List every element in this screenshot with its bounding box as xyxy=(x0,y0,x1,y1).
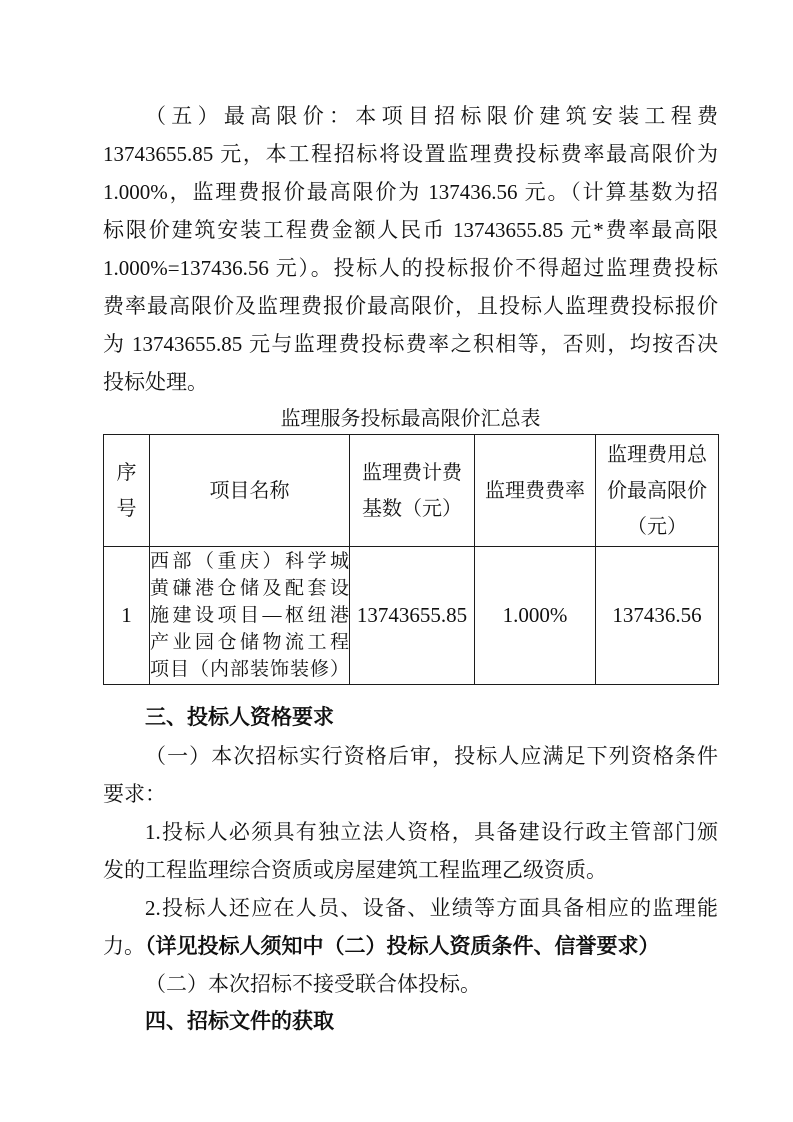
header-line: 监理费费率 xyxy=(485,479,585,502)
header-line: 项目名称 xyxy=(209,479,290,502)
paragraph-legal-person xyxy=(103,813,718,889)
cell-fee-cap: 137436.56 xyxy=(596,547,719,685)
cell-line: 黄磏港仓储及配套设 xyxy=(150,578,349,599)
header-project-name xyxy=(150,435,350,547)
cell-fee-base: 13743655.85 xyxy=(350,547,475,685)
summary-table xyxy=(103,434,719,685)
cell-line: 产业园仓储物流工程 xyxy=(150,632,349,653)
header-fee-rate xyxy=(475,435,596,547)
paragraph-max-price-cap xyxy=(103,97,718,401)
table-header-row xyxy=(104,435,719,547)
header-line: 监理费用总 xyxy=(607,443,707,466)
header-line: （元） xyxy=(627,515,687,538)
paragraph-no-consortium xyxy=(103,965,718,1003)
header-line: 基数（元） xyxy=(362,497,462,520)
header-line: 号 xyxy=(116,497,137,520)
cell-line: 施建设项目—枢纽港 xyxy=(150,605,349,626)
table-row xyxy=(104,547,719,685)
paragraph-qualification-review xyxy=(103,737,718,813)
header-line: 监理费计费 xyxy=(362,461,462,484)
cell-fee-rate: 1.000% xyxy=(475,547,596,685)
paragraph-line xyxy=(103,927,718,965)
paragraph-line: 1.000%，监理费报价最高限价为 137436.56 元。（计算基数为招 xyxy=(103,180,718,204)
paragraph-line: 1.投标人必须具有独立法人资格，具备建设行政主管部门颁 xyxy=(145,820,718,844)
cell-line: 西部（重庆）科学城 xyxy=(150,551,349,572)
header-seq xyxy=(104,435,150,547)
cell-line: 项目（内部装饰装修） xyxy=(150,659,349,680)
section-heading-obtain-documents: 四、招标文件的获取 xyxy=(145,1010,334,1033)
paragraph-line: 要求： xyxy=(103,782,166,806)
paragraph-line: 为 13743655.85 元与监理费投标费率之积相等，否则，均按否决 xyxy=(103,332,718,356)
paragraph-line: 2.投标人还应在人员、设备、业绩等方面具备相应的监理能 xyxy=(145,896,718,920)
section-heading-bidder-qualification: 三、投标人资格要求 xyxy=(145,706,334,729)
paragraph-line: 1.000%=137436.56 元）。投标人的投标报价不得超过监理费投标 xyxy=(103,256,718,280)
paragraph-text: 力。 xyxy=(103,934,145,958)
cell-project-name xyxy=(150,547,350,685)
paragraph-line: 13743655.85 元，本工程招标将设置监理费投标费率最高限价为 xyxy=(103,142,718,166)
paragraph-capability xyxy=(103,889,718,965)
paragraph-line: 发的工程监理综合资质或房屋建筑工程监理乙级资质。 xyxy=(103,858,607,882)
paragraph-line: 投标处理。 xyxy=(103,370,208,394)
paragraph-line: （一）本次招标实行资格后审，投标人应满足下列资格条件 xyxy=(145,744,718,768)
table-title: 监理服务投标最高限价汇总表 xyxy=(280,408,541,430)
paragraph-line: （五）最高限价：本项目招标限价建筑安装工程费 xyxy=(145,104,718,128)
paragraph-line: （二）本次招标不接受联合体投标。 xyxy=(145,972,481,996)
header-line: 价最高限价 xyxy=(607,479,707,502)
paragraph-bold-note: （详见投标人须知中（二）投标人资质条件、信誉要求） xyxy=(145,935,660,958)
paragraph-line: 标限价建筑安装工程费金额人民币 13743655.85 元*费率最高限 xyxy=(103,218,718,242)
header-fee-base xyxy=(350,435,475,547)
cell-seq: 1 xyxy=(104,547,150,685)
header-fee-cap xyxy=(596,435,719,547)
header-line: 序 xyxy=(116,461,137,484)
paragraph-line: 费率最高限价及监理费报价最高限价，且投标人监理费投标报价 xyxy=(103,294,718,318)
